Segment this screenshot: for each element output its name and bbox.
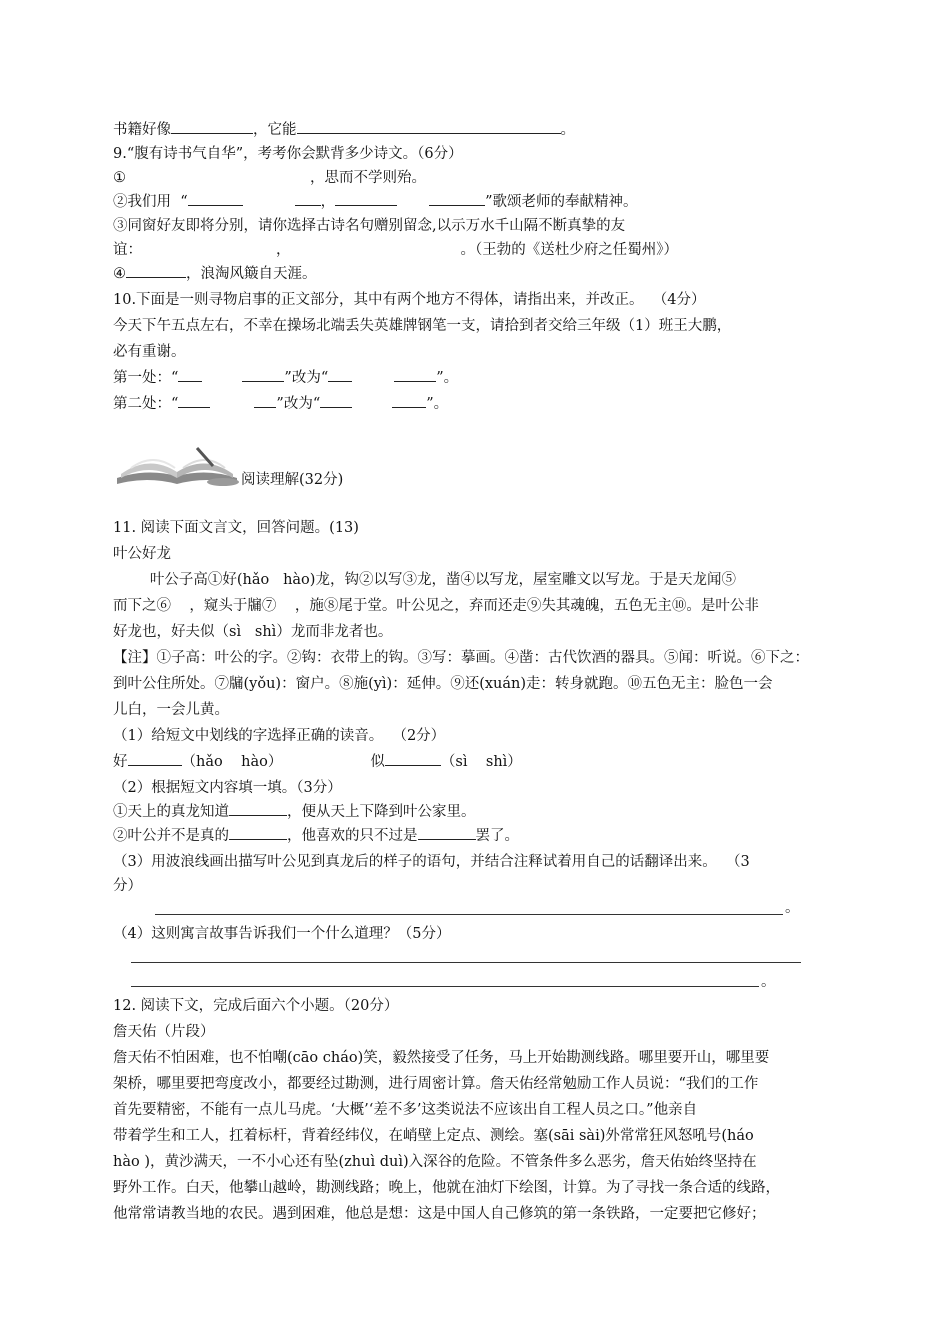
q11-1-prompt: （1）给短文中划线的字选择正确的读音。 （2分）	[113, 728, 446, 744]
answer-period: 。	[785, 900, 800, 916]
answer-line[interactable]	[131, 962, 801, 963]
q8-line-end: 书籍好像 ，它能 。	[113, 118, 575, 142]
passage-line: hào )，黄沙满天，一不小心还有坠(zhuì duì)入深谷的危险。不管条件多么恶劣，詹天佑始终坚持在	[113, 1154, 757, 1170]
blank[interactable]	[171, 119, 253, 134]
blank[interactable]	[418, 825, 476, 840]
blank[interactable]	[320, 393, 352, 408]
q9-item-2: ②我们用 “ ， ”歌颂老师的奉献精神。	[113, 190, 638, 214]
q11-1-answers: 好 （hǎo hào） 似 （sì shì）	[113, 750, 522, 774]
q10-prompt: 10.下面是一则寻物启事的正文部分，其中有两个地方不得体，请指出来，并改正。 （4分）	[113, 292, 706, 308]
notes-line: 儿白，一会儿黄。	[113, 702, 229, 718]
q10-answer-1: 第一处：“ ”改为“ ”。	[113, 366, 458, 390]
section-title: 阅读理解(32分)	[241, 472, 344, 488]
blank[interactable]	[297, 119, 561, 134]
q11-prompt: 11. 阅读下面文言文，回答问题。(13)	[113, 520, 359, 536]
q9-prompt: 9.“腹有诗书气自华”，考考你会默背多少诗文。（6分）	[113, 146, 463, 162]
q11-3-prompt-cont: 分）	[113, 878, 142, 894]
blank[interactable]	[126, 263, 186, 278]
blank[interactable]	[328, 367, 352, 382]
passage-line: 好龙也，好夫似（sì shì）龙而非龙者也。	[113, 624, 393, 640]
blank[interactable]	[178, 393, 210, 408]
q10-notice-cont: 必有重谢。	[113, 344, 186, 360]
blank[interactable]	[229, 825, 287, 840]
q11-2-prompt: （2）根据短文内容填一填。（3分）	[113, 780, 342, 796]
passage-title: 叶公好龙	[113, 546, 171, 562]
answer-period: 。	[761, 974, 776, 990]
passage-line: 叶公子高①好(hǎo hào)龙，钩②以写③龙，凿④以写龙，屋室雕文以写龙。于是天龙闻⑤	[113, 572, 736, 588]
passage-line: 首先要精密，不能有一点儿马虎。‘大概’‘差不多’这类说法不应该出自工程人员之口。”他亲自	[113, 1102, 698, 1118]
passage-line: 野外工作。白天，他攀山越岭，勘测线路；晚上，他就在油灯下绘图，计算。为了寻找一条合适的线路，	[113, 1180, 780, 1196]
notes-line: 到叶公住所处。⑦牖(yǒu)：窗户。⑧施(yì)：延伸。⑨还(xuán)走：转身就跑。⑩五色无主：脸色一会	[113, 676, 773, 692]
q9-item-4: ④ ，浪淘风簸自天涯。	[113, 262, 317, 286]
passage-line: 他常常请教当地的农民。遇到困难，他总是想：这是中国人自己修筑的第一条铁路，一定要把它修好；	[113, 1206, 766, 1222]
passage-line: 带着学生和工人，扛着标杆，背着经纬仪，在峭壁上定点、测绘。塞(sāi sài)外常常狂风怒吼号(háo	[113, 1128, 754, 1144]
answer-line[interactable]	[155, 914, 783, 915]
notes-line: 【注】①子高：叶公的字。②钩：衣带上的钩。③写：摹画。④凿：古代饮酒的器具。⑤闻：听说。⑥下之：	[113, 650, 809, 666]
passage-line: 而下之⑥ ，窥头于牖⑦ ，施⑧尾于堂。叶公见之，弃而还走⑨失其魂魄，五色无主⑩。是叶公非	[113, 598, 759, 614]
q11-4-prompt: （4）这则寓言故事告诉我们一个什么道理？（5分）	[113, 926, 451, 942]
blank[interactable]	[392, 393, 426, 408]
blank[interactable]	[394, 367, 436, 382]
q10-notice: 今天下午五点左右，不幸在操场北端丢失英雄牌钢笔一支，请拾到者交给三年级（1）班王大鹏，	[113, 318, 732, 334]
q9-item-3: ③同窗好友即将分别，请你选择古诗名句赠别留念,以示万水千山隔不断真挚的友	[113, 218, 626, 234]
blank[interactable]	[178, 367, 202, 382]
blank[interactable]	[242, 367, 284, 382]
blank[interactable]	[335, 191, 397, 206]
answer-line[interactable]	[131, 986, 759, 987]
passage-line: 架桥，哪里要把弯度改小，都要经过勘测，进行周密计算。詹天佑经常勉励工作人员说：“我们的工作	[113, 1076, 759, 1092]
blank[interactable]	[385, 751, 441, 766]
passage-title: 詹天佑（片段）	[113, 1024, 215, 1040]
blank[interactable]	[254, 393, 276, 408]
q9-item-1: ① ，思而不学则殆。	[113, 170, 426, 186]
blank[interactable]	[188, 191, 243, 206]
q11-2-item-1: ①天上的真龙知道 ，便从天上下降到叶公家里。	[113, 800, 476, 824]
blank[interactable]	[429, 191, 485, 206]
blank[interactable]	[229, 801, 287, 816]
blank[interactable]	[295, 191, 321, 206]
q12-prompt: 12. 阅读下文，完成后面六个小题。（20分）	[113, 998, 399, 1014]
blank[interactable]	[128, 751, 182, 766]
q10-answer-2: 第二处：“ ”改为“ ”。	[113, 392, 448, 416]
q9-item-3-cont: 谊： ， 。（王勃的《送杜少府之任蜀州》）	[113, 242, 678, 258]
q11-2-item-2: ②叶公并不是真的 ，他喜欢的只不过是 罢了。	[113, 824, 519, 848]
q11-3-prompt: （3）用波浪线画出描写叶公见到真龙后的样子的语句，并结合注释试着用自己的话翻译出来。 （3	[113, 854, 750, 870]
passage-line: 詹天佑不怕困难，也不怕嘲(cāo cháo)笑，毅然接受了任务，马上开始勘测线路。哪里要开山，哪里要	[113, 1050, 770, 1066]
book-icon	[113, 438, 241, 488]
